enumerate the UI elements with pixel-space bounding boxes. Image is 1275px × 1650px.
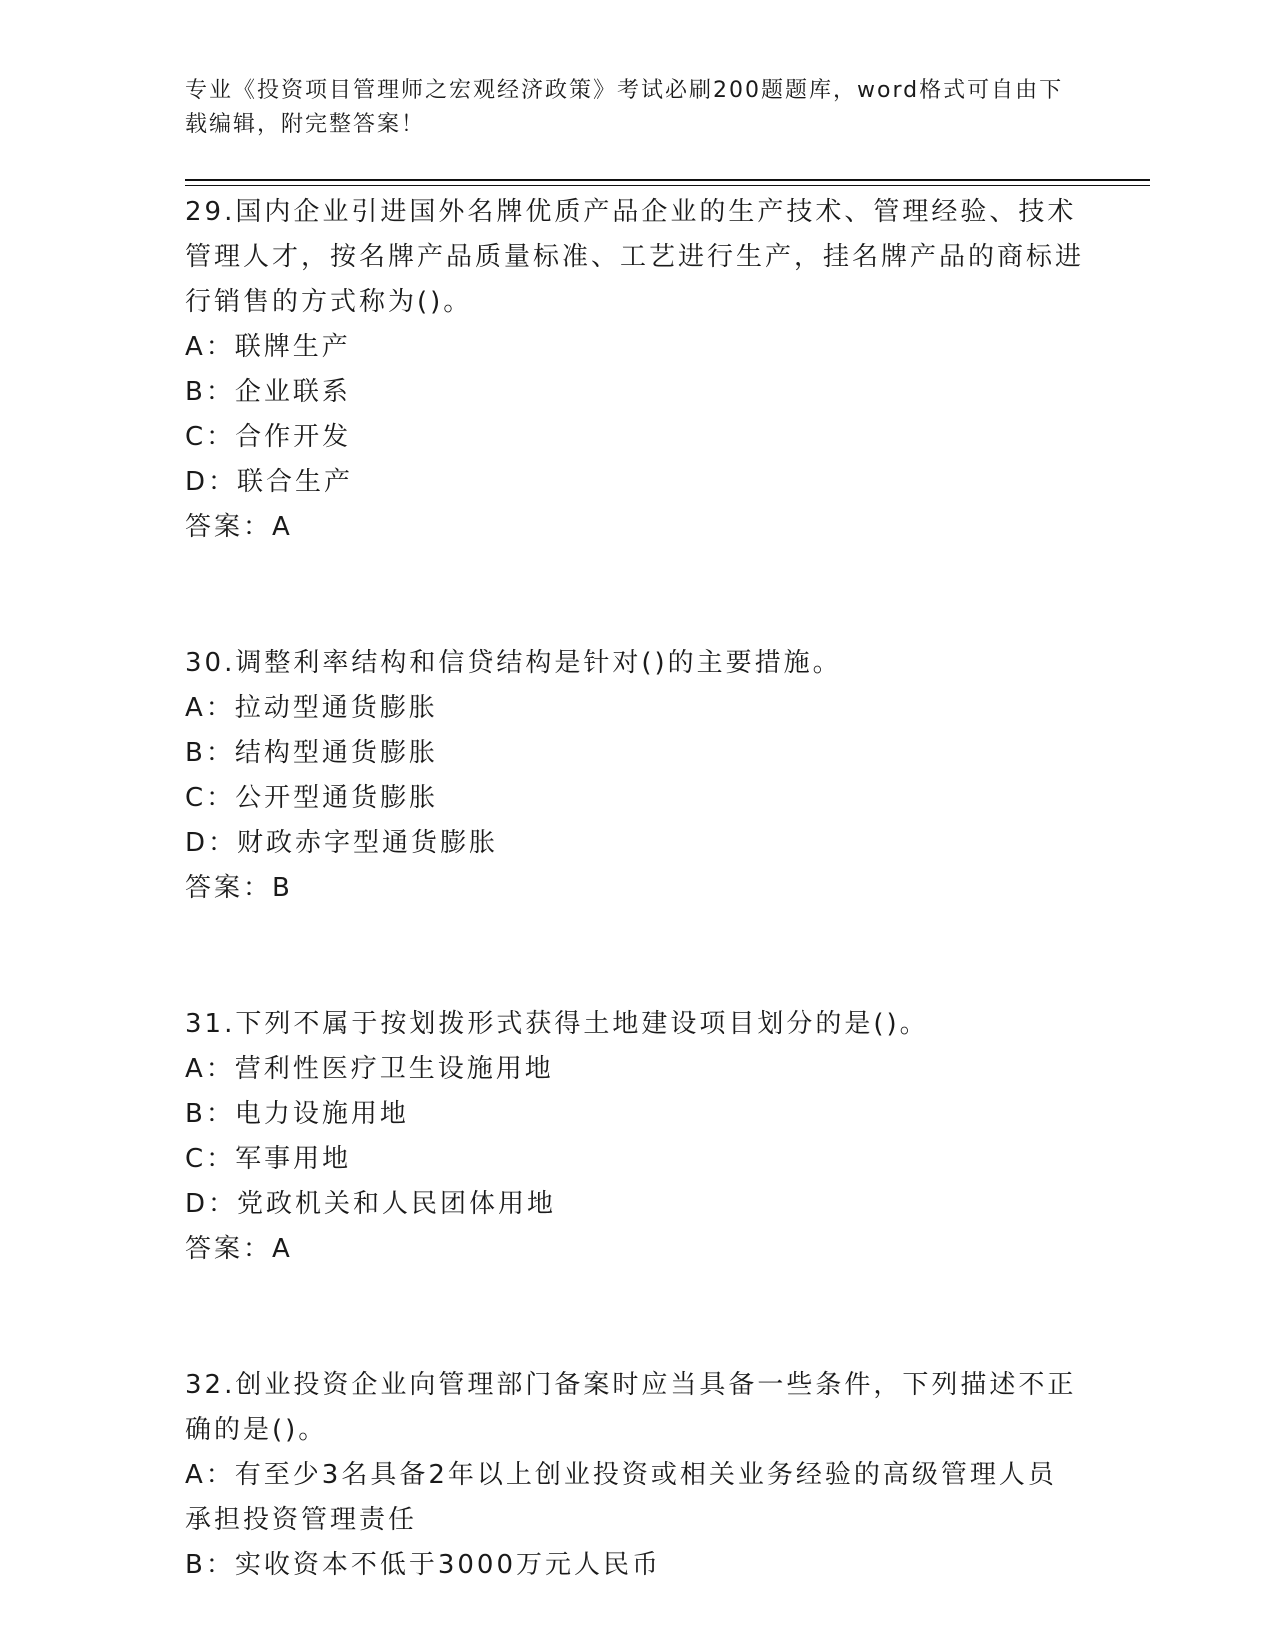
option-b: B：结构型通货膨胀 [185, 738, 438, 768]
answer-line [185, 1227, 1085, 1272]
header-divider [185, 179, 1150, 181]
question-list [185, 190, 1085, 1588]
option-b: B：电力设施用地 [185, 1099, 409, 1129]
answer-line [185, 866, 1085, 911]
answer-value: A [272, 1234, 293, 1264]
header-divider-thin [185, 185, 1150, 186]
option-b: B：实收资本不低于3000万元人民币 [185, 1550, 662, 1580]
option-b: B：企业联系 [185, 377, 351, 407]
question-stem: 32.创业投资企业向管理部门备案时应当具备一些条件，下列描述不正确的是()。 [185, 1370, 1077, 1445]
option-a: A：营利性医疗卫生设施用地 [185, 1054, 554, 1084]
question-30 [185, 641, 1085, 911]
question-spacer [185, 911, 1085, 1002]
document-header: 专业《投资项目管理师之宏观经济政策》考试必刷200题题库，word格式可自由下载编辑，附完整答案！ [185, 78, 1064, 137]
question-spacer [185, 550, 1085, 641]
option-a: A：有至少3名具备2年以上创业投资或相关业务经验的高级管理人员承担投资管理责任 [185, 1460, 1057, 1535]
option-d: D：联合生产 [185, 467, 354, 497]
option-a: A：联牌生产 [185, 332, 351, 362]
question-29 [185, 190, 1085, 550]
answer-label: 答案： [185, 1234, 273, 1264]
answer-value: A [272, 512, 293, 542]
question-stem: 31.下列不属于按划拨形式获得土地建设项目划分的是()。 [185, 1009, 929, 1039]
question-stem: 30.调整利率结构和信贷结构是针对()的主要措施。 [185, 648, 842, 678]
answer-line [185, 505, 1085, 550]
option-c: C：公开型通货膨胀 [185, 783, 439, 813]
question-stem: 29.国内企业引进国外名牌优质产品企业的生产技术、管理经验、技术管理人才，按名牌产品质量标准、工艺进行生产，挂名牌产品的商标进行销售的方式称为()。 [185, 197, 1085, 317]
question-spacer [185, 1272, 1085, 1363]
question-32 [185, 1363, 1085, 1588]
option-a: A：拉动型通货膨胀 [185, 693, 438, 723]
option-c: C：合作开发 [185, 422, 352, 452]
answer-label: 答案： [185, 512, 273, 542]
option-d: D：党政机关和人民团体用地 [185, 1189, 557, 1219]
answer-value: B [272, 873, 293, 903]
option-d: D：财政赤字型通货膨胀 [185, 828, 499, 858]
answer-label: 答案： [185, 873, 273, 903]
question-31 [185, 1002, 1085, 1272]
option-c: C：军事用地 [185, 1144, 352, 1174]
